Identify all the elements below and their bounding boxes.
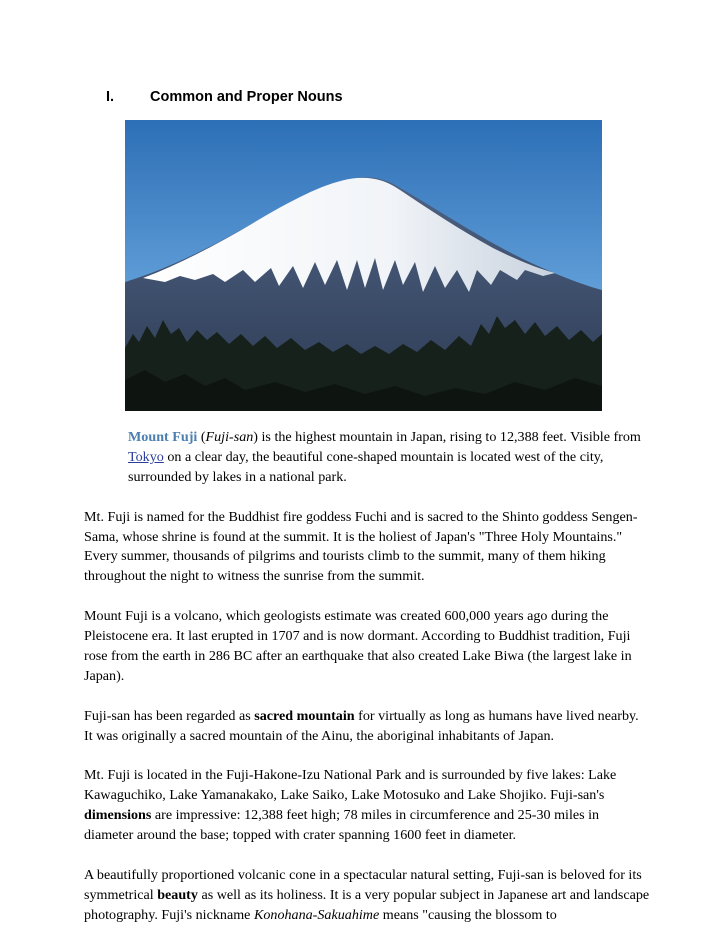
beauty-term: beauty — [157, 886, 198, 903]
paragraph-1 — [84, 428, 650, 488]
section-number: I. — [106, 89, 115, 105]
mount-fuji-photo — [125, 120, 602, 411]
tokyo-link[interactable]: Tokyo — [128, 448, 164, 465]
paragraph-4-text: Fuji-san has been regarded as — [84, 707, 255, 724]
dimensions-term: dimensions — [84, 807, 152, 824]
mount-fuji-term: Mount Fuji — [128, 429, 198, 445]
paragraph-6-text: means "causing the blossom to — [379, 906, 557, 923]
sacred-mountain-term: sacred mountain — [254, 707, 355, 724]
paragraph-1-text: ( — [197, 429, 206, 445]
paragraph-6-text: as well as its holiness. It is a very popular subject in Japanese art and landscape photography. Fuji's nickname — [84, 886, 650, 923]
paragraph-4-text: for virtually as long as humans have lived nearby. It was originally a sacred mountain of the Ainu, the aboriginal inhabitants of Japan. — [84, 707, 639, 744]
paragraph-1-text: on a clear day, the beautiful cone-shaped mountain is located west of the city, surrounded by lakes in a national park. — [128, 448, 604, 485]
paragraph-6-text: A beautifully proportioned volcanic cone in a spectacular natural setting, Fuji-san is beloved for its symmetrical — [84, 866, 642, 903]
section-heading — [106, 89, 343, 105]
fuji-san-term: Fuji-san — [205, 429, 254, 445]
article-body — [84, 428, 650, 945]
paragraph-6 — [84, 866, 650, 926]
paragraph-5-text: Mt. Fuji is located in the Fuji-Hakone-Izu National Park and is surrounded by five lakes: Lake Kawaguchiko, Lake Yamanakako, Lake Saiko, Lake Motosuko and Lake Shojiko. Fuji-san's — [84, 767, 617, 804]
paragraph-1-text: ) is the highest mountain in Japan, rising to 12,388 feet. Visible from — [253, 429, 641, 445]
paragraph-2: Mt. Fuji is named for the Buddhist fire goddess Fuchi and is sacred to the Shinto goddess Sengen-Sama, whose shrine is found at the summit. It is the holiest of Japan's "Three Holy Mountains." Every summer, thousands of pilgrims and tourists climb to the summit, many of them hiking throughout the night to witness the sunrise from the summit. — [84, 508, 638, 585]
paragraph-3: Mount Fuji is a volcano, which geologists estimate was created 600,000 years ago during the Pleistocene era. It last erupted in 1707 and is now dormant. According to Buddhist tradition, Fuji rose from the earth in 286 BC after an earthquake that also created Lake Biwa (the largest lake in Japan). — [84, 608, 632, 684]
paragraph-5 — [84, 766, 650, 846]
paragraph-4 — [84, 707, 650, 747]
section-title: Common and Proper Nouns — [150, 89, 343, 105]
nickname-term: Konohana-Sakuahime — [253, 906, 380, 923]
paragraph-5-text: are impressive: 12,388 feet high; 78 miles in circumference and 25-30 miles in diameter around the base; topped with crater spanning 1600 feet in diameter. — [84, 807, 600, 844]
